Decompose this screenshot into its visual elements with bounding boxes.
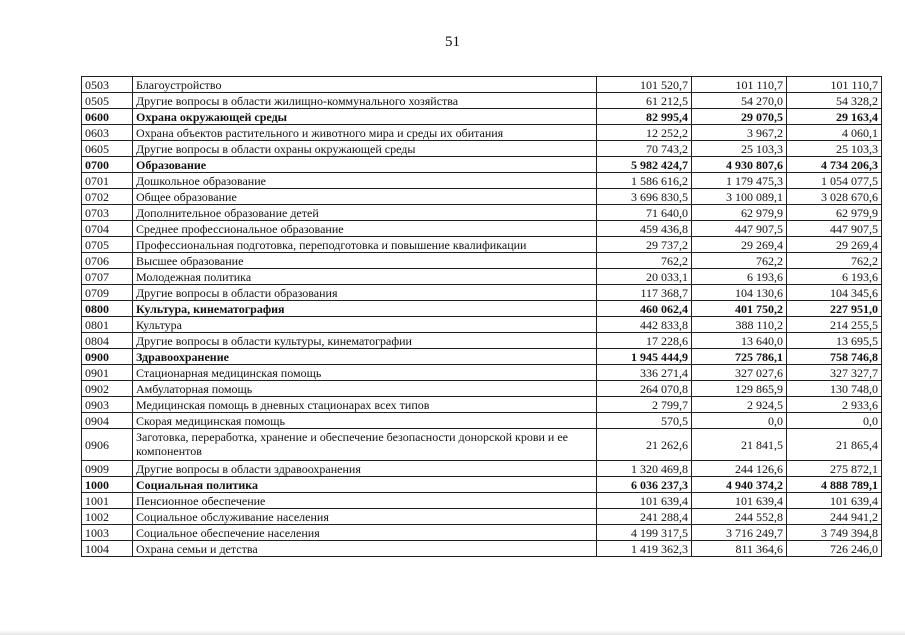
row-name-cell: Пенсионное обеспечение — [133, 493, 597, 509]
row-code-cell: 1002 — [82, 509, 133, 525]
row-value-3-cell: 25 103,3 — [787, 141, 882, 157]
row-value-1-cell: 1 320 469,8 — [597, 461, 692, 477]
row-value-2-cell: 13 640,0 — [692, 333, 787, 349]
row-value-1-cell: 442 833,8 — [597, 317, 692, 333]
row-value-3-cell: 762,2 — [787, 253, 882, 269]
row-value-2-cell: 401 750,2 — [692, 301, 787, 317]
row-code-cell: 1003 — [82, 525, 133, 541]
row-value-2-cell: 6 193,6 — [692, 269, 787, 285]
row-code-cell: 0505 — [82, 93, 133, 109]
table-row — [82, 221, 882, 237]
row-name-cell: Социальная политика — [133, 477, 597, 493]
table-row — [82, 93, 882, 109]
row-value-3-cell: 4 888 789,1 — [787, 477, 882, 493]
row-value-3-cell: 244 941,2 — [787, 509, 882, 525]
row-code-cell: 0703 — [82, 205, 133, 221]
row-code-cell: 0707 — [82, 269, 133, 285]
table-row — [82, 525, 882, 541]
row-value-3-cell: 62 979,9 — [787, 205, 882, 221]
row-name-cell: Здравоохранение — [133, 349, 597, 365]
table-row — [82, 365, 882, 381]
row-value-3-cell: 21 865,4 — [787, 429, 882, 461]
row-value-3-cell: 101 110,7 — [787, 77, 882, 93]
row-value-2-cell: 29 070,5 — [692, 109, 787, 125]
row-value-3-cell: 327 327,7 — [787, 365, 882, 381]
scan-edge — [0, 630, 905, 635]
row-name-cell: Профессиональная подготовка, переподготовка и повышение квалификации — [133, 237, 597, 253]
row-value-2-cell: 29 269,4 — [692, 237, 787, 253]
row-value-1-cell: 17 228,6 — [597, 333, 692, 349]
row-value-1-cell: 264 070,8 — [597, 381, 692, 397]
row-value-3-cell: 130 748,0 — [787, 381, 882, 397]
row-value-3-cell: 447 907,5 — [787, 221, 882, 237]
row-code-cell: 1004 — [82, 541, 133, 557]
row-value-1-cell: 1 419 362,3 — [597, 541, 692, 557]
table-row — [82, 269, 882, 285]
row-value-3-cell: 29 269,4 — [787, 237, 882, 253]
table-row — [82, 109, 882, 125]
table-row — [82, 461, 882, 477]
row-value-3-cell: 726 246,0 — [787, 541, 882, 557]
row-code-cell: 0906 — [82, 429, 133, 461]
row-name-cell: Социальное обеспечение населения — [133, 525, 597, 541]
row-value-2-cell: 0,0 — [692, 413, 787, 429]
row-value-1-cell: 3 696 830,5 — [597, 189, 692, 205]
row-value-2-cell: 104 130,6 — [692, 285, 787, 301]
row-value-2-cell: 25 103,3 — [692, 141, 787, 157]
row-value-1-cell: 336 271,4 — [597, 365, 692, 381]
row-value-3-cell: 3 749 394,8 — [787, 525, 882, 541]
row-value-2-cell: 3 100 089,1 — [692, 189, 787, 205]
table-row — [82, 141, 882, 157]
row-value-3-cell: 4 060,1 — [787, 125, 882, 141]
row-name-cell: Другие вопросы в области жилищно-коммунального хозяйства — [133, 93, 597, 109]
row-value-2-cell: 101 639,4 — [692, 493, 787, 509]
row-code-cell: 0709 — [82, 285, 133, 301]
row-value-3-cell: 275 872,1 — [787, 461, 882, 477]
row-name-cell: Другие вопросы в области образования — [133, 285, 597, 301]
row-name-cell: Дошкольное образование — [133, 173, 597, 189]
row-code-cell: 0600 — [82, 109, 133, 125]
row-value-2-cell: 725 786,1 — [692, 349, 787, 365]
row-code-cell: 0903 — [82, 397, 133, 413]
row-name-cell: Другие вопросы в области здравоохранения — [133, 461, 597, 477]
row-code-cell: 0909 — [82, 461, 133, 477]
row-value-2-cell: 762,2 — [692, 253, 787, 269]
row-code-cell: 0901 — [82, 365, 133, 381]
table-row — [82, 493, 882, 509]
row-value-1-cell: 6 036 237,3 — [597, 477, 692, 493]
row-name-cell: Благоустройство — [133, 77, 597, 93]
row-value-2-cell: 129 865,9 — [692, 381, 787, 397]
row-name-cell: Амбулаторная помощь — [133, 381, 597, 397]
row-value-3-cell: 104 345,6 — [787, 285, 882, 301]
table-row — [82, 157, 882, 173]
row-value-2-cell: 101 110,7 — [692, 77, 787, 93]
row-value-2-cell: 4 940 374,2 — [692, 477, 787, 493]
row-value-1-cell: 4 199 317,5 — [597, 525, 692, 541]
row-name-cell: Другие вопросы в области культуры, кинематографии — [133, 333, 597, 349]
row-value-2-cell: 21 841,5 — [692, 429, 787, 461]
table-row — [82, 381, 882, 397]
row-value-3-cell: 6 193,6 — [787, 269, 882, 285]
row-name-cell: Высшее образование — [133, 253, 597, 269]
table-row — [82, 173, 882, 189]
row-value-1-cell: 1 945 444,9 — [597, 349, 692, 365]
row-code-cell: 0503 — [82, 77, 133, 93]
row-name-cell: Дополнительное образование детей — [133, 205, 597, 221]
row-value-1-cell: 460 062,4 — [597, 301, 692, 317]
table-row — [82, 541, 882, 557]
row-value-1-cell: 21 262,6 — [597, 429, 692, 461]
table-row — [82, 333, 882, 349]
row-value-1-cell: 70 743,2 — [597, 141, 692, 157]
table-row — [82, 301, 882, 317]
row-code-cell: 0800 — [82, 301, 133, 317]
row-value-2-cell: 54 270,0 — [692, 93, 787, 109]
table-row — [82, 429, 882, 461]
row-value-1-cell: 1 586 616,2 — [597, 173, 692, 189]
row-value-1-cell: 570,5 — [597, 413, 692, 429]
row-value-2-cell: 3 967,2 — [692, 125, 787, 141]
row-value-2-cell: 3 716 249,7 — [692, 525, 787, 541]
table-row — [82, 125, 882, 141]
row-code-cell: 0605 — [82, 141, 133, 157]
row-code-cell: 1001 — [82, 493, 133, 509]
row-name-cell: Среднее профессиональное образование — [133, 221, 597, 237]
row-name-cell: Молодежная политика — [133, 269, 597, 285]
row-value-2-cell: 447 907,5 — [692, 221, 787, 237]
page-number: 51 — [445, 34, 460, 50]
row-name-cell: Охрана объектов растительного и животного мира и среды их обитания — [133, 125, 597, 141]
table-row — [82, 349, 882, 365]
row-name-cell: Социальное обслуживание населения — [133, 509, 597, 525]
row-value-2-cell: 4 930 807,6 — [692, 157, 787, 173]
row-value-2-cell: 62 979,9 — [692, 205, 787, 221]
row-value-3-cell: 54 328,2 — [787, 93, 882, 109]
row-code-cell: 1000 — [82, 477, 133, 493]
row-value-1-cell: 101 520,7 — [597, 77, 692, 93]
row-code-cell: 0804 — [82, 333, 133, 349]
row-code-cell: 0801 — [82, 317, 133, 333]
row-value-1-cell: 29 737,2 — [597, 237, 692, 253]
row-value-1-cell: 762,2 — [597, 253, 692, 269]
row-name-cell: Медицинская помощь в дневных стационарах всех типов — [133, 397, 597, 413]
table-row — [82, 237, 882, 253]
row-code-cell: 0705 — [82, 237, 133, 253]
row-code-cell: 0700 — [82, 157, 133, 173]
table-row — [82, 397, 882, 413]
row-value-2-cell: 244 126,6 — [692, 461, 787, 477]
row-value-1-cell: 241 288,4 — [597, 509, 692, 525]
budget-table — [81, 76, 882, 557]
row-value-3-cell: 0,0 — [787, 413, 882, 429]
row-name-cell: Охрана окружающей среды — [133, 109, 597, 125]
row-code-cell: 0900 — [82, 349, 133, 365]
row-value-3-cell: 227 951,0 — [787, 301, 882, 317]
row-name-cell: Культура — [133, 317, 597, 333]
row-value-2-cell: 1 179 475,3 — [692, 173, 787, 189]
row-name-cell: Культура, кинематография — [133, 301, 597, 317]
row-value-3-cell: 101 639,4 — [787, 493, 882, 509]
row-value-3-cell: 13 695,5 — [787, 333, 882, 349]
row-value-3-cell: 29 163,4 — [787, 109, 882, 125]
row-code-cell: 0702 — [82, 189, 133, 205]
row-value-2-cell: 388 110,2 — [692, 317, 787, 333]
row-code-cell: 0706 — [82, 253, 133, 269]
row-code-cell: 0603 — [82, 125, 133, 141]
row-value-1-cell: 71 640,0 — [597, 205, 692, 221]
row-name-cell: Охрана семьи и детства — [133, 541, 597, 557]
row-value-3-cell: 1 054 077,5 — [787, 173, 882, 189]
table-row — [82, 189, 882, 205]
row-value-2-cell: 811 364,6 — [692, 541, 787, 557]
table-row — [82, 253, 882, 269]
row-value-2-cell: 244 552,8 — [692, 509, 787, 525]
row-name-cell: Скорая медицинская помощь — [133, 413, 597, 429]
row-code-cell: 0701 — [82, 173, 133, 189]
table-row — [82, 477, 882, 493]
table-row — [82, 205, 882, 221]
row-value-1-cell: 82 995,4 — [597, 109, 692, 125]
row-code-cell: 0904 — [82, 413, 133, 429]
row-name-cell: Общее образование — [133, 189, 597, 205]
budget-table-body — [82, 77, 882, 557]
row-value-3-cell: 214 255,5 — [787, 317, 882, 333]
row-value-3-cell: 4 734 206,3 — [787, 157, 882, 173]
row-value-1-cell: 5 982 424,7 — [597, 157, 692, 173]
row-value-1-cell: 61 212,5 — [597, 93, 692, 109]
table-row — [82, 285, 882, 301]
row-value-3-cell: 758 746,8 — [787, 349, 882, 365]
row-name-cell: Стационарная медицинская помощь — [133, 365, 597, 381]
row-value-2-cell: 327 027,6 — [692, 365, 787, 381]
row-name-cell: Другие вопросы в области охраны окружающей среды — [133, 141, 597, 157]
row-value-1-cell: 2 799,7 — [597, 397, 692, 413]
table-row — [82, 413, 882, 429]
table-row — [82, 509, 882, 525]
row-value-1-cell: 12 252,2 — [597, 125, 692, 141]
row-value-1-cell: 117 368,7 — [597, 285, 692, 301]
row-value-1-cell: 20 033,1 — [597, 269, 692, 285]
row-code-cell: 0902 — [82, 381, 133, 397]
row-code-cell: 0704 — [82, 221, 133, 237]
table-row — [82, 317, 882, 333]
row-value-3-cell: 3 028 670,6 — [787, 189, 882, 205]
row-value-3-cell: 2 933,6 — [787, 397, 882, 413]
row-name-cell: Образование — [133, 157, 597, 173]
row-value-1-cell: 459 436,8 — [597, 221, 692, 237]
row-name-cell: Заготовка, переработка, хранение и обеспечение безопасности донорской крови и ее компонентов — [133, 429, 597, 461]
row-value-2-cell: 2 924,5 — [692, 397, 787, 413]
table-row — [82, 77, 882, 93]
row-value-1-cell: 101 639,4 — [597, 493, 692, 509]
